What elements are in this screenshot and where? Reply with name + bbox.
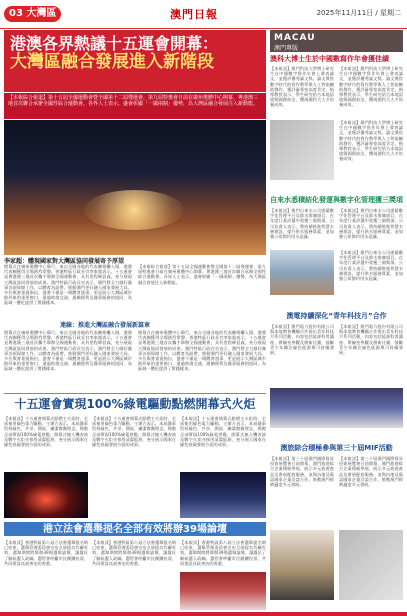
- column-masthead-title: MACAU: [274, 33, 316, 43]
- bottom-body-col3: 【本報訊】香港特區第八屆立法會選舉提名期已結束，選舉管理委員會宣布全部提名均屬有效。選舉期間將舉辦39場選舉論壇，讓選民了解候選人政綱。選管會呼籲市民踴躍投票，共同建設良政善治的香港。: [180, 540, 266, 566]
- lead-intro: 【本報綜合報道】第十五屆全國運動會暨全國第十二屆殘運會、第九屆特奧會日前在廣州奧體中心開幕，粵港澳三地首次聯合承辦全國性綜合運動會。各界人士表示，盛會彰顯「一國兩制」優勢，為大灣區融合發展注入新動能。: [4, 93, 266, 119]
- issue-date: 2025年11月11日 / 星期二: [316, 9, 401, 17]
- lead-title-line2: 大灣區融合發展進入新階段: [10, 52, 214, 72]
- story2-body-col3: 【本報訊】澳門自來水公司憑藉數字化管理平台及節水推廣項目，在年度行業評選中榮獲三個獎項。公司負責人表示，將持續推進智慧水務建設，提升供水服務質素，並加強公眾節約用水意識。: [339, 250, 403, 282]
- story1-photo: [270, 120, 334, 180]
- story4-title: 澳旅綜合積極參與第三十屆MIF活動: [280, 444, 393, 452]
- opening-ceremony-photo: [4, 120, 266, 255]
- section-number: 03: [9, 8, 23, 19]
- story2-title: 自來水悉積結化發運與數字化管理獲三獎項: [270, 196, 403, 204]
- story4-body-col2: 【本報訊】第三十屆澳門國際貿易投資展覽會日前開幕，澳門旅遊綜合企業積極參展，展示多元旅遊產品及會展配套服務，並與內地及葡語國家企業洽談合作，推動澳門經濟適度多元發展。: [339, 456, 403, 488]
- story1-title: 澳科大博士生於中國數寫作年會獲佳績: [270, 55, 389, 63]
- story1-body-col2: 【本報訊】澳門科技大學博士研究生在中國數字寫作年會上發表論文，並獲評優秀論文獎。論文聚焦數字時代的寫作教學與人工智能輔助創作，獲評審專家高度肯定。指導教授表示，學生研究結合本地語境與國際前沿，體現澳科大人才培養成效。: [339, 66, 403, 108]
- story3-title: 澳電持續深化“青年科技月”合作: [286, 312, 387, 320]
- story4-photo1: [270, 530, 334, 600]
- middle-body-col3: 【本報訊】十五運會開幕式點燃主火炬時，全部使用綠色電力驅動。主辦方表示，本屆賽事堅持綠色、共享、開放、廉潔辦賽理念，場館全部實現100%綠電供應，開幕式無人機表演及數字火炬亦採用清潔能源，充分展示國家在綠色低碳發展方面的成果。: [180, 416, 266, 448]
- lead-photo-caption: 李家超：體現國家對大灣區協同發展寄予厚望: [4, 258, 125, 265]
- story3-photo: [270, 388, 403, 428]
- column-masthead-sub: 澳門專版: [274, 45, 299, 52]
- bottom-title: 港立法會選舉提名全部有效將辦39場論壇: [43, 524, 227, 535]
- lead-body-col2: 【本報綜合報道】第十五屆全國運動會暨全國第十二屆殘運會、第九屆特奧會日前在廣州奧體中心開幕，粵港澳三地首次聯合承辦全國性綜合運動會。各界人士表示，盛會彰顯「一國兩制」優勢，為大灣區融合發展注入新動能。: [138, 264, 266, 285]
- lead-title: [10, 34, 264, 72]
- story4-body-col1: 【本報訊】第三十屆澳門國際貿易投資展覽會日前開幕，澳門旅遊綜合企業積極參展，展示多元旅遊產品及會展配套服務，並與內地及葡語國家企業洽談合作，推動澳門經濟適度多元發展。: [270, 456, 334, 488]
- drone-show-photo: [4, 472, 88, 518]
- story1-body-col3: 【本報訊】澳門科技大學博士研究生在中國數字寫作年會上發表論文，並獲評優秀論文獎。論文聚焦數字時代的寫作教學與人工智能輔助創作，獲評審專家高度肯定。指導教授表示，學生研究結合本地語境與國際前沿，體現澳科大人才培養成效。: [339, 120, 403, 162]
- lead-body-col4: 開幕式在廣州奧體中心舉行，來自全國各地的代表團相繼入場，港澳代表團獲得全場熱烈掌聲。香港特區行政長官李家超表示，十五運會是粵港澳三地首次攜手舉辦全國運動會，具有里程碑意義，充分展現大灣區協同發展的成果。澳門特區行政長官表示，澳門將全力做好賽事各項保障工作，以體育為紐帶，推動澳門更好融入國家發展大局。多位與會嘉賓指出，盛會不僅是一場體育盛事，更是展示大灣區城市群形象的重要窗口，通過跨境交通、通關便利及賽事服務的協同，為區域一體化提供了實踐樣本。: [138, 330, 266, 372]
- masthead: 澳門日報: [170, 8, 218, 21]
- bottom-body-col2: 【本報訊】香港特區第八屆立法會選舉提名期已結束，選舉管理委員會宣布全部提名均屬有效。選舉期間將舉辦39場選舉論壇，讓選民了解候選人政綱。選管會呼籲市民踴躍投票，共同建設良政善治的香港。: [92, 540, 176, 566]
- story2-body-col2: 【本報訊】澳門自來水公司憑藉數字化管理平台及節水推廣項目，在年度行業評選中榮獲三個獎項。公司負責人表示，將持續推進智慧水務建設，提升供水服務質素，並加強公眾節約用水意識。: [339, 208, 403, 240]
- story2-photo: [270, 250, 334, 295]
- divider: [4, 393, 266, 394]
- story1-body-col1: 【本報訊】澳門科技大學博士研究生在中國數字寫作年會上發表論文，並獲評優秀論文獎。論文聚焦數字時代的寫作教學與人工智能輔助創作，獲評審專家高度肯定。指導教授表示，學生研究結合本地語境與國際前沿，體現澳科大人才培養成效。: [270, 66, 334, 108]
- story3-body-col2: 【本報訊】澳門電力股份有限公司與本地教育機構合作推出青年科技月系列活動，內容包括能源科普講座、實驗室參觀及創新比賽，鼓勵青少年關注綠色能源與可持續發展。: [339, 324, 403, 356]
- section-name: 大灣區: [26, 8, 57, 19]
- column-masthead: [270, 30, 403, 52]
- story4-photo2: [339, 530, 403, 600]
- section-badge: [4, 6, 61, 22]
- lead-subhead: 連線：推進大灣區融合發展新篇章: [60, 322, 151, 329]
- bottom-body-col1: 【本報訊】香港特區第八屆立法會選舉提名期已結束，選舉管理委員會宣布全部提名均屬有效。選舉期間將舉辦39場選舉論壇，讓選民了解候選人政綱。選管會呼籲市民踴躍投票，共同建設良政善治的香港。: [4, 540, 88, 566]
- lead-title-line1: 港澳各界熱議十五運會開幕：: [10, 34, 219, 53]
- story2-body-col1: 【本報訊】澳門自來水公司憑藉數字化管理平台及節水推廣項目，在年度行業評選中榮獲三個獎項。公司負責人表示，將持續推進智慧水務建設，提升供水服務質素，並加強公眾節約用水意識。: [270, 208, 334, 240]
- story3-body-col1: 【本報訊】澳門電力股份有限公司與本地教育機構合作推出青年科技月系列活動，內容包括能源科普講座、實驗室參觀及創新比賽，鼓勵青少年關注綠色能源與可持續發展。: [270, 324, 334, 356]
- footer-line: [0, 612, 407, 616]
- stage-glow: [84, 190, 184, 230]
- middle-body-col2: 【本報訊】十五運會開幕式點燃主火炬時，全部使用綠色電力驅動。主辦方表示，本屆賽事堅持綠色、共享、開放、廉潔辦賽理念，場館全部實現100%綠電供應，開幕式無人機表演及數字火炬亦採用清潔能源，充分展示國家在綠色低碳發展方面的成果。: [92, 416, 176, 448]
- middle-body-col1: 【本報訊】十五運會開幕式點燃主火炬時，全部使用綠色電力驅動。主辦方表示，本屆賽事堅持綠色、共享、開放、廉潔辦賽理念，場館全部實現100%綠電供應，開幕式無人機表演及數字火炬亦採用清潔能源，充分展示國家在綠色低碳發展方面的成果。: [4, 416, 88, 448]
- lead-body-col3: 開幕式在廣州奧體中心舉行，來自全國各地的代表團相繼入場，港澳代表團獲得全場熱烈掌聲。香港特區行政長官李家超表示，十五運會是粵港澳三地首次攜手舉辦全國運動會，具有里程碑意義，充分展現大灣區協同發展的成果。澳門特區行政長官表示，澳門將全力做好賽事各項保障工作，以體育為紐帶，推動澳門更好融入國家發展大局。多位與會嘉賓指出，盛會不僅是一場體育盛事，更是展示大灣區城市群形象的重要窗口，通過跨境交通、通關便利及賽事服務的協同，為區域一體化提供了實踐樣本。: [4, 330, 132, 372]
- torch-photo: [180, 472, 266, 518]
- lead-body-col1: 開幕式在廣州奧體中心舉行，來自全國各地的代表團相繼入場，港澳代表團獲得全場熱烈掌聲。香港特區行政長官李家超表示，十五運會是粵港澳三地首次攜手舉辦全國運動會，具有里程碑意義，充分展現大灣區協同發展的成果。澳門特區行政長官表示，澳門將全力做好賽事各項保障工作，以體育為紐帶，推動澳門更好融入國家發展大局。多位與會嘉賓指出，盛會不僅是一場體育盛事，更是展示大灣區城市群形象的重要窗口，通過跨境交通、通關便利及賽事服務的協同，為區域一體化提供了實踐樣本。: [4, 264, 132, 306]
- middle-title: 十五運會實現100%綠電驅動點燃開幕式火炬: [14, 397, 256, 411]
- legco-photo: [180, 572, 266, 610]
